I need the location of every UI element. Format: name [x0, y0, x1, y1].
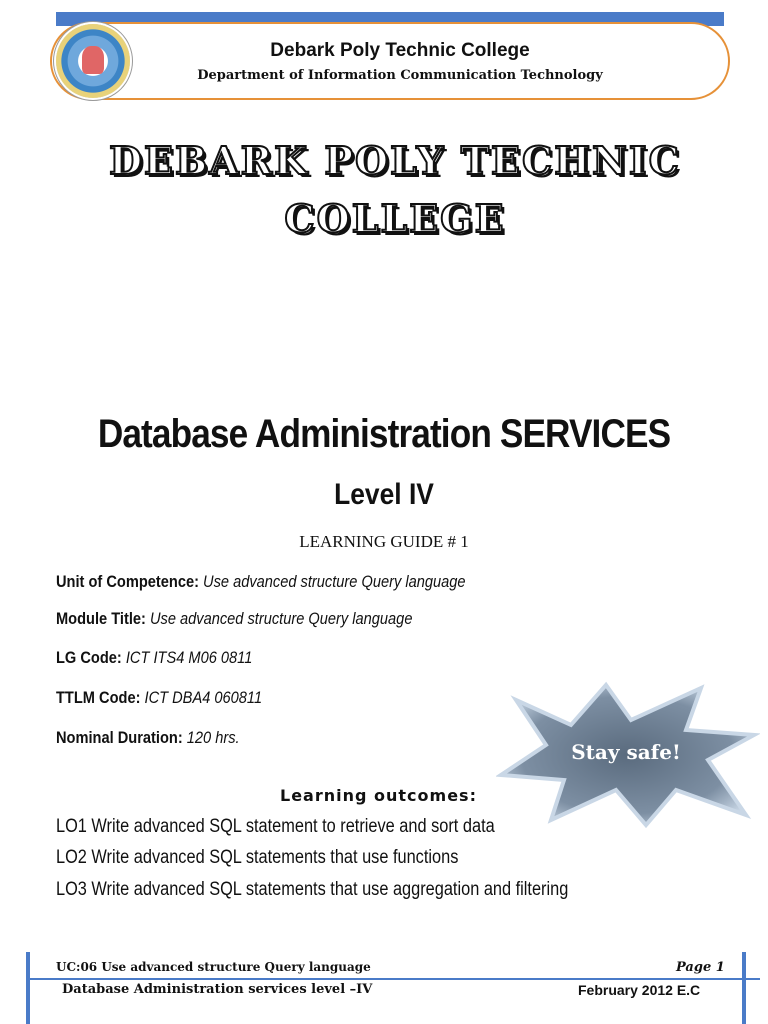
field-unit-of-competence	[56, 572, 466, 592]
stay-safe-label: Stay safe!	[571, 740, 681, 764]
big-title-line-1: DEBARK POLY TECHNIC	[109, 138, 681, 183]
seal-emblem	[82, 46, 104, 74]
footer-course: Database Administration services level –IV	[62, 982, 373, 997]
field-value: Use advanced structure Query language	[198, 572, 466, 591]
field-label: TTLM Code:	[56, 688, 141, 707]
big-title-line-2: COLLEGE	[284, 196, 506, 241]
field-module-title	[56, 609, 412, 629]
field-label: Unit of Competence:	[56, 572, 199, 591]
field-nominal-duration	[56, 728, 240, 748]
learning-outcome-item: LO1 Write advanced SQL statement to retrieve and sort data	[56, 816, 495, 837]
module-main-title: Database Administration SERVICES	[97, 412, 671, 456]
field-lg-code	[56, 648, 252, 668]
learning-outcomes-title: Learning outcomes:	[280, 786, 477, 805]
header-department-name: Department of Information Communication Technology	[197, 68, 603, 83]
field-value: ICT ITS4 M06 0811	[121, 648, 253, 667]
learning-outcome-item: LO3 Write advanced SQL statements that use aggregation and filtering	[56, 879, 569, 900]
header-college-name: Debark Poly Technic College	[270, 40, 530, 61]
field-value: 120 hrs.	[182, 728, 240, 747]
footer-unit: UC:06 Use advanced structure Query language	[56, 960, 371, 974]
footer-left-bar	[26, 952, 30, 1024]
field-ttlm-code	[56, 688, 262, 708]
footer-right-bar	[742, 952, 746, 1024]
learning-outcome-item: LO2 Write advanced SQL statements that use functions	[56, 847, 459, 868]
learning-guide-number: LEARNING GUIDE # 1	[299, 532, 469, 551]
footer-date: February 2012 E.C	[578, 982, 701, 998]
footer-divider	[30, 978, 760, 980]
field-label: Module Title:	[56, 609, 146, 628]
cover-big-title	[100, 132, 690, 248]
footer-page-number: Page 1	[676, 960, 725, 975]
college-seal-icon	[56, 24, 130, 98]
field-label: LG Code:	[56, 648, 122, 667]
field-value: ICT DBA4 060811	[140, 688, 263, 707]
module-level: Level IV	[334, 478, 434, 511]
field-label: Nominal Duration:	[56, 728, 183, 747]
field-value: Use advanced structure Query language	[145, 609, 413, 628]
